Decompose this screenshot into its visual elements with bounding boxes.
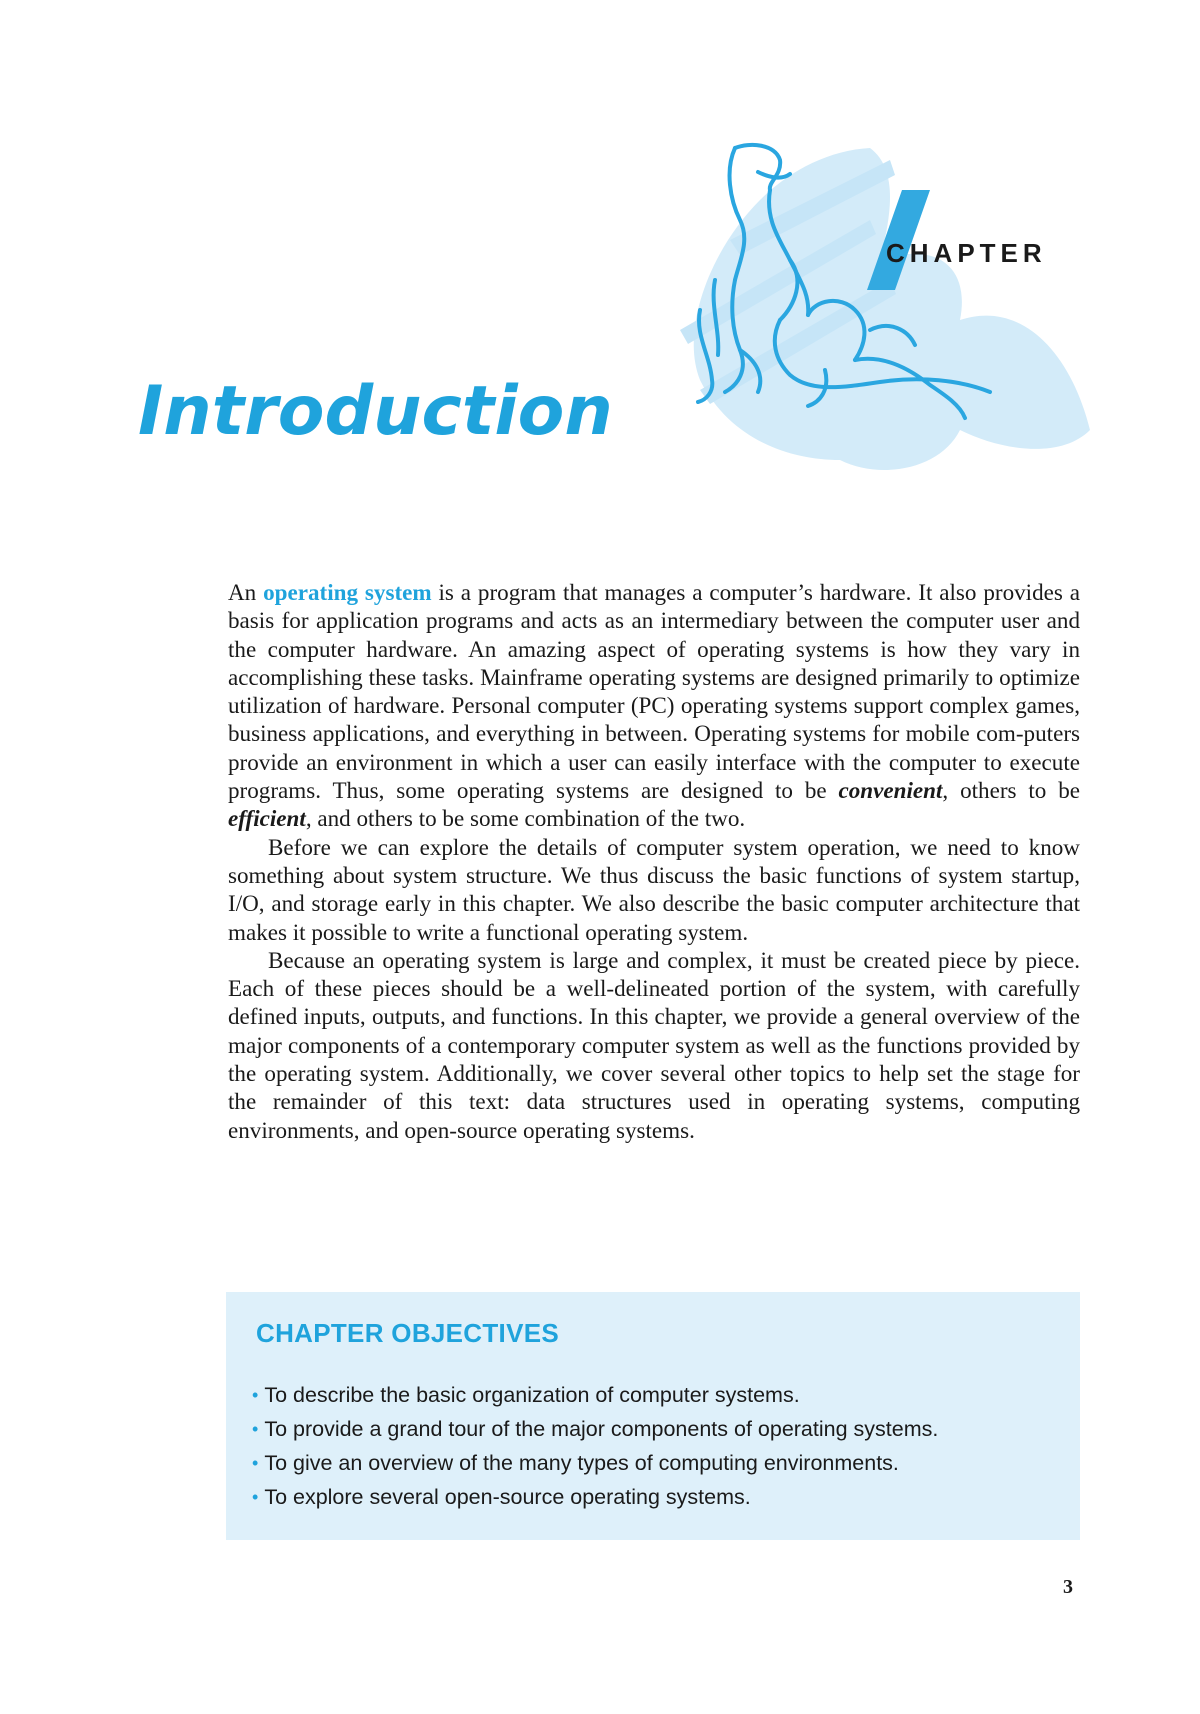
objective-text: To explore several open-source operating systems. [264,1485,751,1509]
emphasis-efficient: efficient [228,805,306,832]
bullet-icon: • [252,1419,259,1439]
objective-text: To give an overview of the many types of computing environments. [264,1451,899,1475]
objective-text: To describe the basic organization of computer systems. [264,1383,800,1407]
emphasis-convenient: convenient [838,777,943,804]
bullet-icon: • [252,1385,259,1405]
paragraph-1-text-c: , and others to be some combination of the two. [305,805,746,832]
paragraph-1-text-a: is a program that manages a computer’s hardware. It also provides a basis for application programs and acts as an intermediary between the computer user and the computer hardware. An amazing aspect of operating systems is how they vary in accomplishing these tasks. Mainframe operating systems are designed primarily to optimize utilization of hardware. Personal computer (PC) operating systems support complex games, business applications, and everything in between. Operating systems for mobile com-puters provide an environment in which a user can easily interface with the computer to execute programs. Thus, some operating systems are designed to be [228,579,1080,804]
paragraph-1-prefix: An [228,579,264,605]
paragraph-3: Because an operating system is large and complex, it must be created piece by piece. Each of these pieces should be a well-delineated portion of the system, with carefully defined inputs, outputs, and functions. In this chapter, we provide a general overview of the major components of a contemporary computer system as well as the functions provided by the operating system. Additionally, we cover several other topics to help set the stage for the remainder of this text: data structures used in operating systems, computing environments, and open-source operating systems. [228,946,1080,1143]
chapter-objectives-box [226,1292,1080,1540]
chapter-label: CHAPTER [886,238,1047,268]
list-item [252,1480,938,1514]
paragraph-2: Before we can explore the details of computer system operation, we need to know something about system structure. We thus discuss the basic functions of system startup, I/O, and storage early in this chapter. We also describe the basic computer architecture that makes it possible to write a functional operating system. [228,833,1080,945]
list-item [252,1378,938,1412]
watercolor-wash [680,148,1090,470]
list-item [252,1446,938,1480]
chapter-title: Introduction [138,372,613,451]
chapter-opener-illustration [640,130,1100,510]
objective-text: To provide a grand tour of the major components of operating systems. [264,1417,939,1441]
objectives-list [252,1378,938,1514]
objectives-title: CHAPTER OBJECTIVES [256,1318,560,1348]
page-number: 3 [1063,1576,1073,1598]
body-text [228,578,1080,1144]
bullet-icon: • [252,1453,259,1473]
bullet-icon: • [252,1487,259,1507]
paragraph-1-text-b: , others to be [942,777,1080,804]
key-term-operating-system: operating system [263,579,432,605]
paragraph-1 [228,578,1080,833]
list-item [252,1412,938,1446]
